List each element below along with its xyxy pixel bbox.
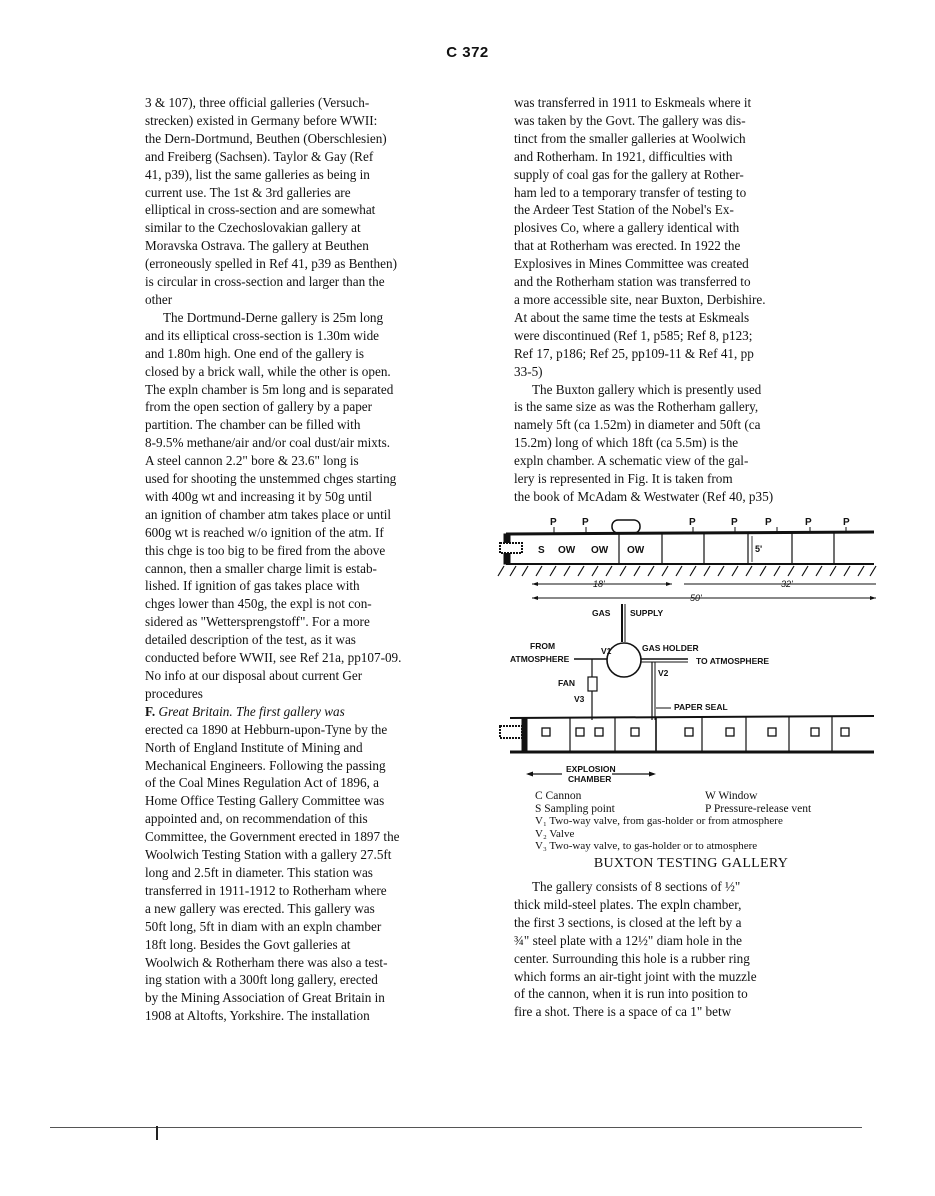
text-line: detailed description of the test, as it was	[145, 632, 356, 648]
legend-cannon: C Cannon	[535, 790, 582, 802]
text-line: elliptical in cross-section and are somewhat	[145, 202, 376, 218]
text-line: the first 3 sections, is closed at the left by a	[514, 914, 742, 930]
text-line: sidered as "Wettersprengstoff". For a more	[145, 614, 370, 630]
fan-icon	[588, 677, 597, 691]
text-line: Mechanical Engineers. Following the passing	[145, 757, 386, 773]
section-marker: F.	[145, 703, 156, 719]
text-line: 41, p39), list the same galleries as being in	[145, 166, 370, 182]
section-label: OW	[627, 545, 645, 556]
text-line: from the open section of gallery by a paper	[145, 399, 373, 415]
text-line: A steel cannon 2.2" bore & 23.6" long is	[145, 453, 359, 469]
text-line: and Rotherham. In 1921, difficulties with	[514, 148, 733, 164]
ground-hatching	[498, 566, 876, 576]
text-line: cannon, then a smaller charge limit is estab-	[145, 560, 377, 576]
text-line: ham led to a temporary transfer of testing to	[514, 184, 747, 200]
label-gas: GAS	[592, 608, 611, 618]
text-line: The expln chamber is 5m long and is separated	[145, 381, 394, 397]
vent-label: P	[843, 517, 850, 528]
text-line: ¾" steel plate with a 12½" diam hole in the	[514, 932, 742, 948]
legend-v3: V₃ Two-way valve, to gas-holder or to atmosphere	[535, 840, 758, 852]
cannon-icon	[500, 726, 522, 738]
text-line: and the Rotherham station was transferred to	[514, 274, 751, 290]
top-view	[498, 517, 876, 603]
text-line: namely 5ft (ca 1.52m) in diameter and 50ft (ca	[514, 417, 761, 433]
text-line: closed by a brick wall, while the other is open.	[145, 363, 391, 379]
text-line: were discontinued (Ref 1, p585; Ref 8, p123;	[514, 327, 753, 343]
legend-v2: V₂ Valve	[535, 827, 575, 840]
text-line: erected ca 1890 at Hebburn-upon-Tyne by the	[145, 721, 388, 737]
text-line: which forms an air-tight joint with the muzzle	[514, 968, 757, 984]
text-line: and Freiberg (Sachsen). Taylor & Gay (Ref	[145, 148, 374, 164]
text-line: 50ft long, 5ft in diam with an expln chamber	[145, 918, 382, 934]
text-line: current use. The 1st & 3rd galleries are	[145, 184, 351, 200]
text-line: of the cannon, when it is run into position to	[514, 986, 748, 1002]
text-line: other	[145, 291, 173, 307]
text-line: long and 2.5ft in diameter. This station was	[145, 864, 373, 880]
legend-pressure-vent: P Pressure-release vent	[705, 802, 812, 815]
text-line: an ignition of chamber atm takes place or until	[145, 506, 392, 522]
text-line: expln chamber. A schematic view of the gal-	[514, 453, 749, 469]
text-line: Woolwich Testing Station with a gallery 27.5ft	[145, 847, 392, 863]
text-line: appointed and, on recommendation of this	[145, 811, 368, 827]
dome-vent	[612, 520, 640, 533]
label-supply: SUPPLY	[630, 608, 664, 618]
legend-sampling-point: S Sampling point	[535, 802, 615, 815]
text-line: 15.2m) long of which 18ft (ca 5.5m) is the	[514, 435, 739, 451]
text-line: supply of coal gas for the gallery at Rother-	[514, 166, 744, 182]
vent-label: P	[805, 517, 812, 528]
vent-label: P	[765, 517, 772, 528]
text-line: lished. If ignition of gas takes place with	[145, 578, 360, 594]
text-line: was taken by the Govt. The gallery was dis-	[514, 112, 746, 128]
label-fan: FAN	[558, 678, 575, 688]
text-line: this chge is too big to be fired from the above	[145, 542, 386, 558]
right-column-top	[514, 94, 859, 506]
page-number: C 372	[446, 44, 489, 61]
text-line: was transferred in 1911 to Eskmeals where it	[514, 95, 752, 110]
figure-caption: BUXTON TESTING GALLERY	[593, 856, 789, 871]
text-line: the Dern-Dortmund, Beuthen (Oberschlesien)	[145, 130, 387, 146]
section-title: Great Britain. The first gallery was	[158, 703, 345, 719]
section-label: OW	[558, 545, 576, 556]
text-line: the book of McAdam & Westwater (Ref 40, p35)	[514, 488, 774, 504]
height-label: 5'	[755, 544, 763, 554]
text-line: thick mild-steel plates. The expln chamber,	[514, 896, 742, 912]
text-line: and its elliptical cross-section is 1.30m wide	[145, 327, 380, 343]
text-line: 1908 at Altofts, Yorkshire. The installation	[145, 1008, 370, 1024]
text-line: and 1.80m high. One end of the gallery is	[145, 345, 365, 361]
text-line: partition. The chamber can be filled with	[145, 417, 361, 433]
vent-label: P	[550, 517, 557, 528]
vent-label: P	[731, 517, 738, 528]
text-line: is circular in cross-section and larger than the	[145, 274, 385, 290]
section-label: OW	[591, 545, 609, 556]
text-line: (erroneously spelled in Ref 41, p39 as Benthen)	[145, 256, 397, 272]
footer-rule	[50, 1127, 862, 1128]
footer-tick	[156, 1126, 158, 1140]
text-line: Ref 17, p186; Ref 25, pp109-11 & Ref 41, pp	[514, 345, 754, 361]
text-line: chges lower than 450g, the expl is not con-	[145, 596, 372, 612]
text-line: of the Coal Mines Regulation Act of 1896, a	[145, 775, 380, 791]
dimension-label-50: 50'	[690, 593, 702, 603]
text-line: a new gallery was erected. This gallery was	[145, 900, 375, 916]
label-atmosphere-in: ATMOSPHERE	[510, 654, 570, 664]
window-icons	[542, 728, 849, 736]
text-line: The Dortmund-Derne gallery is 25m long	[163, 309, 384, 325]
text-line: ing station with a 300ft long gallery, erected	[145, 972, 378, 988]
text-line: North of England Institute of Mining and	[145, 739, 363, 755]
legend-window: W Window	[705, 790, 758, 802]
text-line: 600g wt is reached w/o ignition of the atm. If	[145, 524, 384, 540]
text-line: Woolwich & Rotherham there was also a test-	[145, 954, 388, 970]
right-column-bottom	[514, 878, 859, 1021]
text-line: Explosives in Mines Committee was created	[514, 256, 749, 272]
text-line: lery is represented in Fig. It is taken from	[514, 471, 733, 487]
arrow-head	[532, 582, 876, 600]
legend-row	[535, 803, 875, 816]
dimension-label-32: 32'	[781, 579, 793, 589]
text-line: strecken) existed in Germany before WWII:	[145, 112, 378, 128]
text-line: transferred in 1911-1912 to Rotherham where	[145, 882, 387, 898]
text-line: 18ft long. Besides the Govt galleries at	[145, 936, 351, 952]
text-line: center. Surrounding this hole is a rubber ring	[514, 950, 750, 966]
gallery-diagram	[496, 512, 886, 792]
label-from: FROM	[530, 641, 556, 651]
text-line: with 400g wt and increasing it by 50g until	[145, 488, 373, 504]
text-line: the Ardeer Test Station of the Nobel's Ex-	[514, 202, 734, 218]
text-line: The gallery consists of 8 sections of ½"	[532, 879, 741, 894]
text-line: Home Office Testing Gallery Committee was	[145, 793, 385, 809]
text-line: Committee, the Government erected in 1897 the	[145, 829, 400, 845]
gas-system	[510, 604, 769, 720]
vent-label: P	[689, 517, 696, 528]
label-v3: V3	[574, 694, 585, 704]
bottom-view	[500, 716, 874, 784]
figure-legend	[535, 790, 875, 853]
text-line: used for shooting the unstemmed chges starting	[145, 471, 397, 487]
text-line: 3 & 107), three official galleries (Versuch-	[145, 95, 370, 110]
text-line: tinct from the smaller galleries at Woolwich	[514, 130, 746, 146]
section-label: S	[538, 545, 545, 556]
label-v2: V2	[658, 668, 669, 678]
label-paper-seal: PAPER SEAL	[674, 702, 728, 712]
text-line: procedures	[145, 685, 203, 701]
end-plate	[522, 718, 527, 752]
left-column	[145, 94, 470, 1025]
label-v1: V1	[601, 646, 612, 656]
vent-label: P	[582, 517, 589, 528]
label-gas-holder: GAS HOLDER	[642, 643, 699, 653]
text-line: by the Mining Association of Great Britain in	[145, 990, 385, 1006]
text-line: is the same size as was the Rotherham gallery,	[514, 399, 759, 415]
text-line: The Buxton gallery which is presently used	[532, 381, 762, 397]
gas-holder-icon	[607, 643, 641, 677]
label-explosion: EXPLOSION	[566, 764, 616, 774]
label-chamber: CHAMBER	[568, 774, 612, 784]
legend-v1: V₁ Two-way valve, from gas-holder or from atmosphere	[535, 815, 783, 827]
text-line: 33-5)	[514, 363, 543, 379]
text-line: No info at our disposal about current Ger	[145, 668, 363, 683]
gallery-top-wall	[506, 532, 874, 534]
label-to-atmosphere: TO ATMOSPHERE	[696, 656, 770, 666]
section-heading-line	[145, 703, 470, 721]
text-line: similar to the Czechoslovakian gallery at	[145, 220, 361, 236]
text-line: Moravska Ostrava. The gallery at Beuthen	[145, 238, 369, 254]
dimension-label-18: 18'	[593, 579, 605, 589]
text-line: that at Rotherham was erected. In 1922 the	[514, 238, 741, 254]
cannon-icon	[500, 543, 522, 553]
legend-row	[535, 790, 875, 803]
text-line: plosives Co, where a gallery identical with	[514, 220, 740, 236]
text-line: 8-9.5% methane/air and/or coal dust/air mixts.	[145, 435, 390, 451]
text-line: conducted before WWII, see Ref 21a, pp107-09.	[145, 650, 402, 666]
gallery-top-wall	[510, 716, 874, 718]
text-line: fire a shot. There is a space of ca 1" betw	[514, 1004, 732, 1020]
text-line: a more accessible site, near Buxton, Derbishire.	[514, 291, 766, 307]
text-line: At about the same time the tests at Eskmeals	[514, 309, 750, 325]
